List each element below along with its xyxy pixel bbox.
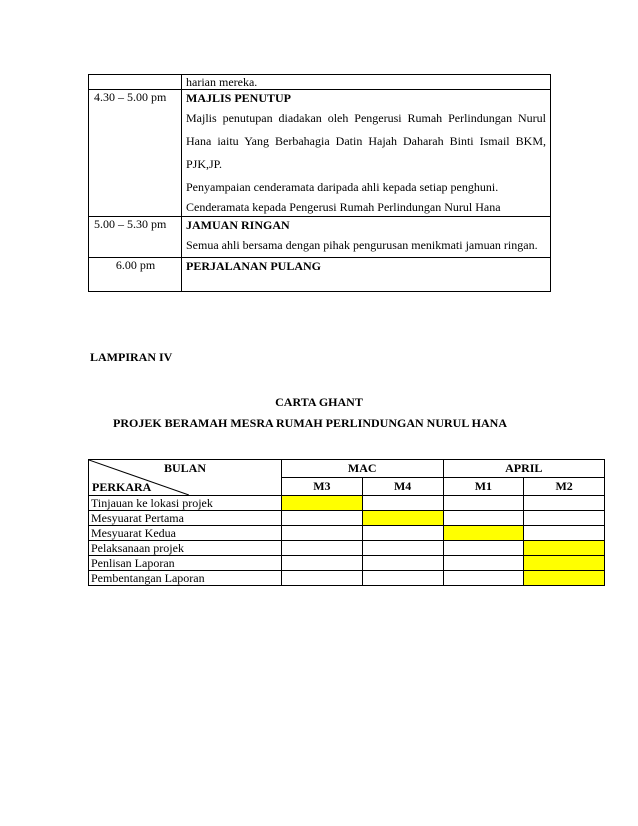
gantt-month-header: APRIL bbox=[443, 460, 605, 478]
gantt-week-header: M4 bbox=[362, 478, 443, 496]
gantt-task-row bbox=[89, 541, 605, 556]
schedule-time-cell bbox=[89, 75, 182, 90]
gantt-active-cell bbox=[524, 571, 605, 586]
gantt-cell bbox=[282, 556, 363, 571]
gantt-cell bbox=[282, 541, 363, 556]
gantt-cell bbox=[282, 571, 363, 586]
activity-title: MAJLIS PENUTUP bbox=[186, 91, 292, 105]
gantt-cell bbox=[362, 496, 443, 511]
gantt-active-cell bbox=[362, 511, 443, 526]
schedule-row bbox=[89, 217, 551, 258]
schedule-time-cell: 6.00 pm bbox=[89, 258, 182, 292]
gantt-active-cell bbox=[282, 496, 363, 511]
gantt-cell bbox=[524, 526, 605, 541]
gantt-task-name: Tinjauan ke lokasi projek bbox=[89, 496, 282, 511]
schedule-activity-cell bbox=[182, 75, 551, 90]
gantt-active-cell bbox=[524, 541, 605, 556]
gantt-table bbox=[88, 459, 605, 586]
gantt-task-name: Pembentangan Laporan bbox=[89, 571, 282, 586]
gantt-cell bbox=[282, 526, 363, 541]
gantt-cell bbox=[524, 496, 605, 511]
gantt-cell bbox=[282, 511, 363, 526]
gantt-task-name: Mesyuarat Kedua bbox=[89, 526, 282, 541]
gantt-month-row bbox=[89, 460, 605, 478]
schedule-time-cell: 5.00 – 5.30 pm bbox=[89, 217, 182, 258]
gantt-cell bbox=[443, 511, 524, 526]
gantt-cell bbox=[443, 496, 524, 511]
gantt-week-header: M3 bbox=[282, 478, 363, 496]
gantt-cell bbox=[443, 571, 524, 586]
activity-text: Penyampaian cenderamata daripada ahli kepada setiap penghuni. bbox=[186, 180, 499, 194]
gantt-cell bbox=[524, 511, 605, 526]
schedule-row bbox=[89, 75, 551, 90]
corner-label-task: PERKARA bbox=[92, 480, 152, 494]
gantt-task-row bbox=[89, 571, 605, 586]
gantt-month-header: MAC bbox=[282, 460, 444, 478]
project-heading: PROJEK BERAMAH MESRA RUMAH PERLINDUNGAN NURUL HANA bbox=[113, 416, 508, 430]
schedule-time-cell: 4.30 – 5.00 pm bbox=[89, 90, 182, 217]
activity-text: Majlis penutupan diadakan oleh Pengerusi Rumah Perlindungan Nurul Hana iaitu Yang Berbahagia Datin Hajah Daharah Binti Ismail BKM, PJK,JP. bbox=[186, 111, 546, 171]
gantt-cell bbox=[443, 556, 524, 571]
schedule-activity-cell bbox=[182, 258, 551, 292]
gantt-task-row bbox=[89, 526, 605, 541]
gantt-task-row bbox=[89, 556, 605, 571]
gantt-cell bbox=[362, 526, 443, 541]
schedule-activity-cell bbox=[182, 90, 551, 217]
gantt-active-cell bbox=[524, 556, 605, 571]
activity-text: harian mereka. bbox=[186, 75, 258, 89]
activity-title: PERJALANAN PULANG bbox=[186, 259, 321, 273]
activity-text: Semua ahli bersama dengan pihak pengurusan menikmati jamuan ringan. bbox=[186, 238, 538, 252]
gantt-task-name: Penlisan Laporan bbox=[89, 556, 282, 571]
activity-title: JAMUAN RINGAN bbox=[186, 218, 290, 232]
gantt-cell bbox=[443, 541, 524, 556]
corner-label-month: BULAN bbox=[163, 461, 206, 475]
gantt-task-name: Pelaksanaan projek bbox=[89, 541, 282, 556]
schedule-activity-cell bbox=[182, 217, 551, 258]
gantt-task-row bbox=[89, 511, 605, 526]
gantt-cell bbox=[362, 556, 443, 571]
gantt-active-cell bbox=[443, 526, 524, 541]
schedule-table bbox=[88, 74, 551, 292]
schedule-row bbox=[89, 90, 551, 217]
gantt-corner-cell bbox=[89, 460, 282, 496]
gantt-task-name: Mesyuarat Pertama bbox=[89, 511, 282, 526]
schedule-row bbox=[89, 258, 551, 292]
chart-heading: CARTA GHANT bbox=[275, 395, 363, 409]
gantt-week-header: M2 bbox=[524, 478, 605, 496]
gantt-task-row bbox=[89, 496, 605, 511]
gantt-week-header: M1 bbox=[443, 478, 524, 496]
gantt-cell bbox=[362, 571, 443, 586]
activity-text: Cenderamata kepada Pengerusi Rumah Perlindungan Nurul Hana bbox=[186, 200, 501, 214]
appendix-heading: LAMPIRAN IV bbox=[90, 350, 173, 364]
gantt-cell bbox=[362, 541, 443, 556]
